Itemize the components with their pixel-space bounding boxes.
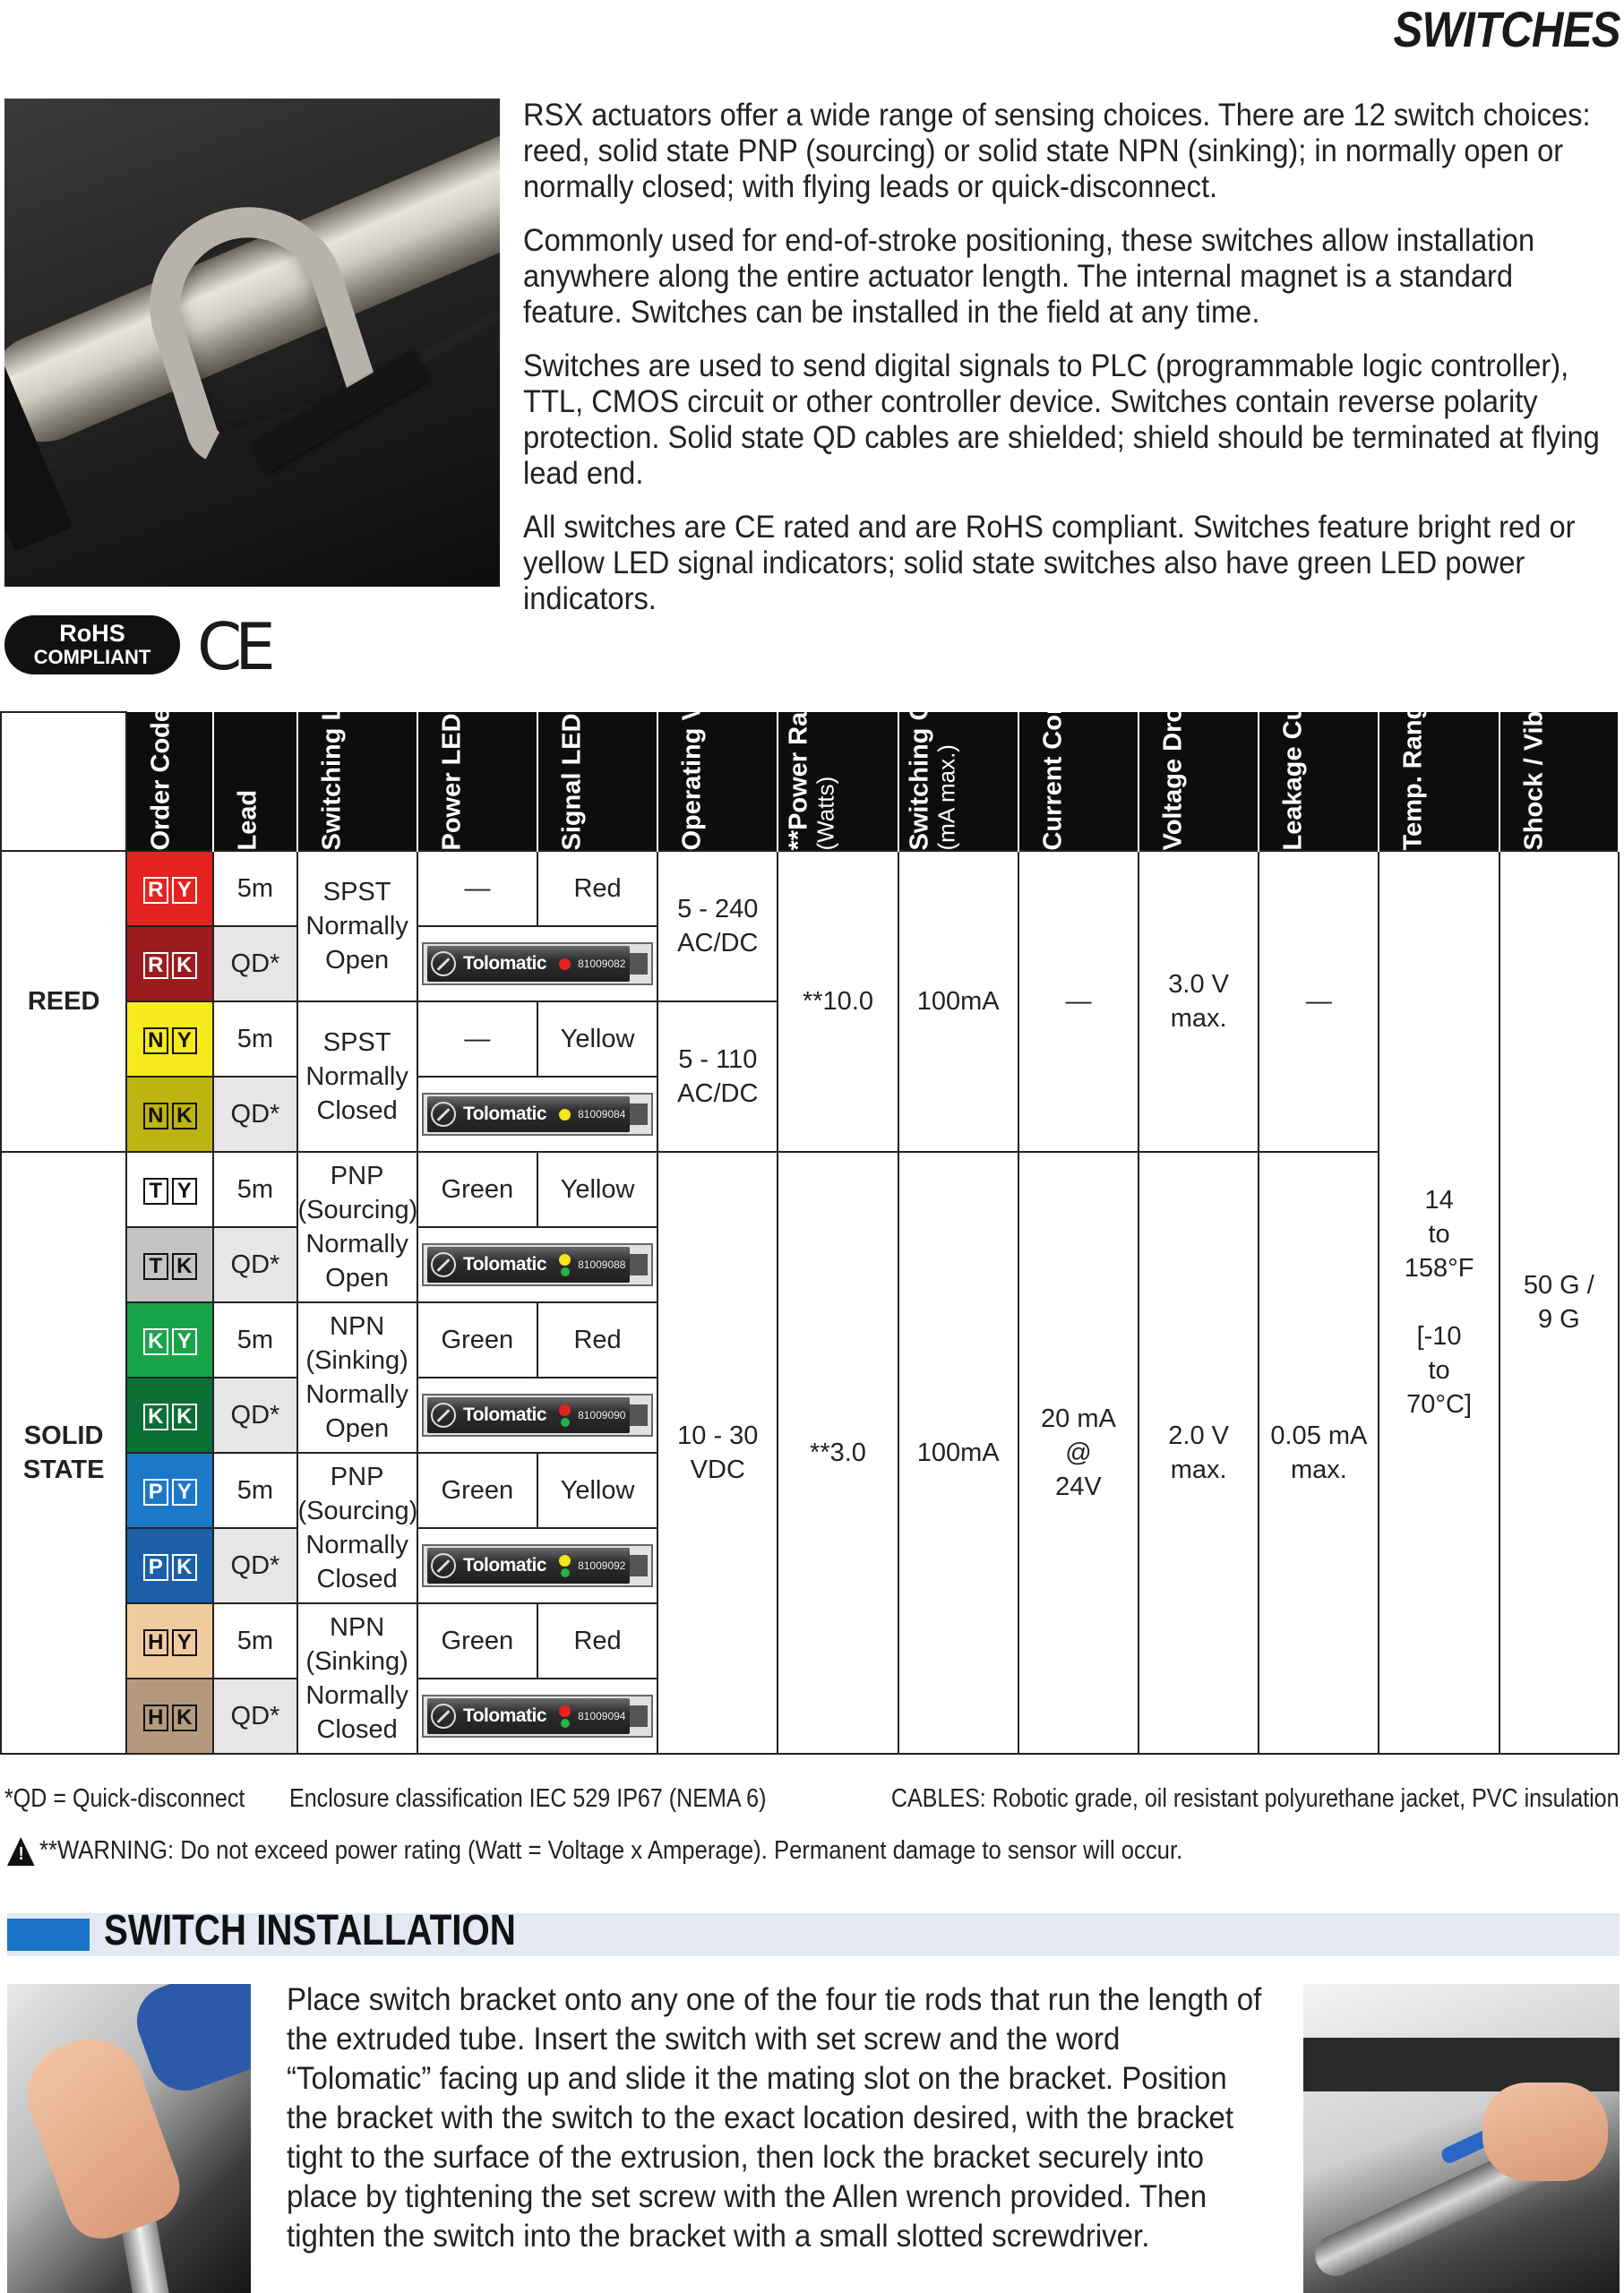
group-solid-state: SOLID STATE	[1, 1152, 126, 1754]
signal-led-icon	[559, 1404, 571, 1416]
order-code-letter: Y	[172, 1027, 197, 1054]
power-led-green: Green	[417, 1302, 537, 1378]
warning-text: **WARNING: Do not exceed power rating (Watt = Voltage x Amperage). Permanent damage to sensor will occur.	[39, 1836, 1183, 1865]
set-screw-icon	[431, 1102, 456, 1127]
solid-voltage-drop: 2.0 V max.	[1139, 1152, 1259, 1754]
sensor-brand: Tolomatic	[462, 1404, 547, 1425]
order-code-letter: T	[143, 1253, 168, 1280]
order-code-ky	[126, 1302, 213, 1378]
set-screw-icon	[431, 951, 456, 976]
order-code-tk	[126, 1227, 213, 1302]
logic-npn-nc: NPN (Sinking) Normally Closed	[297, 1603, 417, 1754]
power-led-green: Green	[417, 1152, 537, 1227]
lead-qd: QD*	[213, 1378, 296, 1453]
sensor-part-number: 81009082	[578, 958, 626, 970]
sensor-brand: Tolomatic	[462, 953, 547, 974]
lead-5m: 5m	[213, 1001, 296, 1077]
compliant-label: COMPLIANT	[33, 646, 151, 668]
order-code-letter: K	[172, 1554, 197, 1581]
cables-note: CABLES: Robotic grade, oil resistant polyurethane jacket, PVC insulation	[891, 1784, 1620, 1813]
page-title: SWITCHES	[1393, 1, 1620, 57]
sensor-image-tk	[417, 1227, 657, 1302]
signal-led-yellow: Yellow	[537, 1453, 657, 1528]
order-code-nk	[126, 1077, 213, 1152]
order-code-ny	[126, 1001, 213, 1077]
logic-npn-no: NPN (Sinking) Normally Open	[297, 1302, 417, 1453]
sensor-brand: Tolomatic	[462, 1104, 547, 1124]
logic-pnp-no: PNP (Sourcing) Normally Open	[297, 1152, 417, 1302]
power-led-green: Green	[417, 1453, 537, 1528]
actuator-switch-photo	[4, 99, 500, 587]
order-code-letter: P	[143, 1479, 168, 1506]
reed-power-rating: **10.0	[778, 851, 898, 1152]
order-code-letter: Y	[172, 1629, 197, 1656]
lead-qd: QD*	[213, 1227, 296, 1302]
sensor-graphic	[422, 1394, 653, 1437]
order-code-letter: H	[143, 1629, 168, 1656]
sensor-part-number: 81009084	[578, 1108, 626, 1121]
sensor-part-number: 81009092	[578, 1559, 626, 1572]
header-power-rating: **Power Rating (Watts)	[778, 712, 898, 851]
header-switching-current: Switching Current (mA max.)	[898, 712, 1018, 851]
signal-led-yellow: Yellow	[537, 1152, 657, 1227]
order-code-letter: K	[143, 1404, 168, 1430]
header-leakage-current: Leakage Current	[1259, 712, 1379, 851]
order-code-letter: K	[172, 1253, 197, 1280]
set-screw-icon	[431, 1553, 456, 1578]
lead-5m: 5m	[213, 1152, 296, 1227]
warning-icon: !	[7, 1837, 35, 1866]
power-led-icon	[561, 1568, 570, 1577]
rohs-label: RoHS	[59, 620, 125, 647]
sensor-part-number: 81009090	[578, 1409, 626, 1421]
order-code-letter: R	[143, 952, 168, 979]
intro-paragraph: Switches are used to send digital signals to PLC (programmable logic controller), TTL, CMOS circuit or other controller device. Switches contain reverse polarity protection. Solid state QD cables are shielded; shield should be terminated at flying lead end.	[523, 348, 1600, 491]
rohs-badge	[4, 615, 180, 674]
logic-spst-no: SPST Normally Open	[297, 851, 417, 1001]
lead-5m: 5m	[213, 1603, 296, 1679]
sensor-image-pk	[417, 1528, 657, 1603]
order-code-hy	[126, 1603, 213, 1679]
sensor-image-kk	[417, 1378, 657, 1453]
signal-led-red: Red	[537, 1603, 657, 1679]
signal-led-icon	[559, 1109, 571, 1121]
enclosure-note: Enclosure classification IEC 529 IP67 (NEMA 6)	[289, 1784, 767, 1813]
order-code-hk	[126, 1679, 213, 1754]
header-voltage-drop: Voltage Drop	[1139, 712, 1259, 851]
signal-led-icon	[559, 1254, 571, 1266]
header-lead: Lead	[213, 712, 296, 851]
order-code-py	[126, 1453, 213, 1528]
set-screw-icon	[431, 1252, 456, 1277]
header-shock-vibration: Shock / Vibration	[1499, 712, 1619, 851]
header-current-consumption: Current Consumption	[1018, 712, 1139, 851]
order-code-rk	[126, 926, 213, 1001]
intro-text	[523, 97, 1620, 634]
sensor-graphic	[422, 1695, 653, 1738]
header-blank	[1, 712, 126, 851]
order-code-letter: P	[143, 1554, 168, 1581]
power-led-none: —	[417, 851, 537, 926]
header-signal-led: Signal LED	[537, 712, 657, 851]
power-led-green: Green	[417, 1603, 537, 1679]
order-code-letter: H	[143, 1705, 168, 1731]
order-code-ty	[126, 1152, 213, 1227]
signal-led-yellow: Yellow	[537, 1001, 657, 1077]
intro-paragraph: All switches are CE rated and are RoHS compliant. Switches feature bright red or yellow LED signal indicators; solid state switches also have green LED power indicators.	[523, 509, 1576, 616]
sensor-graphic	[422, 1093, 653, 1136]
order-code-letter: T	[143, 1178, 168, 1205]
order-code-letter: K	[172, 1103, 197, 1129]
order-code-letter: K	[172, 1404, 197, 1430]
sensor-graphic	[422, 1243, 653, 1286]
order-code-pk	[126, 1528, 213, 1603]
order-code-kk	[126, 1378, 213, 1453]
reed-voltage-no: 5 - 240 AC/DC	[657, 851, 778, 1001]
header-operating-voltage: Operating Voltage	[657, 712, 778, 851]
lead-5m: 5m	[213, 851, 296, 926]
solid-switching-current: 100mA	[898, 1152, 1018, 1754]
order-code-letter: K	[172, 1705, 197, 1731]
solid-power-rating: **3.0	[778, 1152, 898, 1754]
reed-leakage: —	[1259, 851, 1379, 1152]
intro-paragraph: Commonly used for end-of-stroke positioning, these switches allow installation anywhere along the entire actuator length. The internal magnet is a standard feature. Switches can be installed in the field at any time.	[523, 222, 1535, 330]
intro-paragraph: RSX actuators offer a wide range of sensing choices. There are 12 switch choices: reed, solid state PNP (sourcing) or solid state NPN (sinking); in normally open or normally closed; with flying leads or quick-disconnect.	[523, 97, 1591, 204]
header-switching-logic: Switching Logic	[297, 712, 417, 851]
order-code-letter: Y	[172, 1328, 197, 1355]
sensor-part-number: 81009094	[578, 1710, 626, 1722]
sensor-image-rk	[417, 926, 657, 1001]
solid-voltage: 10 - 30 VDC	[657, 1152, 778, 1754]
signal-led-red: Red	[537, 851, 657, 926]
sensor-graphic	[422, 942, 653, 985]
signal-led-icon	[559, 958, 571, 970]
power-led-none: —	[417, 1001, 537, 1077]
reed-switching-current: 100mA	[898, 851, 1018, 1152]
sensor-image-nk	[417, 1077, 657, 1152]
qd-note: *QD = Quick-disconnect	[4, 1784, 245, 1813]
order-code-letter: K	[143, 1328, 168, 1355]
bracket-install-photo	[7, 1984, 251, 2293]
lead-5m: 5m	[213, 1302, 296, 1378]
shock-vibration: 50 G / 9 G	[1499, 851, 1619, 1754]
header-power-led: Power LED	[417, 712, 537, 851]
order-code-letter: N	[143, 1103, 168, 1129]
solid-leakage: 0.05 mA max.	[1259, 1152, 1379, 1754]
order-code-letter: N	[143, 1027, 168, 1054]
reed-voltage-nc: 5 - 110 AC/DC	[657, 1001, 778, 1152]
sensor-brand: Tolomatic	[462, 1254, 547, 1275]
lead-qd: QD*	[213, 1528, 296, 1603]
lead-5m: 5m	[213, 1453, 296, 1528]
signal-led-red: Red	[537, 1302, 657, 1378]
lead-qd: QD*	[213, 926, 296, 1001]
header-order-code: Order Code	[126, 712, 213, 851]
group-reed: REED	[1, 851, 126, 1152]
reed-voltage-drop: 3.0 V max.	[1139, 851, 1259, 1152]
set-screw-icon	[431, 1704, 456, 1729]
header-temp-range: Temp. Range	[1379, 712, 1499, 851]
sensor-part-number: 81009088	[578, 1258, 626, 1271]
table-row	[1, 1152, 1619, 1227]
reed-consumption: —	[1018, 851, 1139, 1152]
order-code-letter: R	[143, 877, 168, 904]
order-code-letter: K	[172, 952, 197, 979]
sensor-brand: Tolomatic	[462, 1705, 547, 1726]
sensor-image-hk	[417, 1679, 657, 1754]
table-row	[1, 851, 1619, 926]
order-code-letter: Y	[172, 1178, 197, 1205]
temp-range: 14 to 158°F [-10 to 70°C]	[1379, 851, 1499, 1754]
solid-consumption: 20 mA @ 24V	[1018, 1152, 1139, 1754]
set-screw-icon	[431, 1403, 456, 1428]
ce-mark: CE	[197, 609, 269, 684]
screwdriver-install-photo	[1303, 1984, 1620, 2293]
power-led-icon	[561, 1267, 570, 1276]
logic-spst-nc: SPST Normally Closed	[297, 1001, 417, 1152]
install-instructions: Place switch bracket onto any one of the four tie rods that run the length of the extruded tube. Insert the switch with set screw and the word “Tolomatic” facing up and slide it the mating slot on the bracket. Position the bracket with the switch to the exact location desired, with the bracket tight to the surface of the extrusion, then lock the bracket securely into place by tightening the set screw with the Allen wrench provided. Then tighten the switch into the bracket with a small slotted screwdriver.	[287, 1981, 1262, 2254]
sensor-graphic	[422, 1544, 653, 1587]
order-code-letter: Y	[172, 1479, 197, 1506]
install-section-title: SWITCH INSTALLATION	[104, 1907, 516, 1954]
order-code-letter: Y	[172, 877, 197, 904]
lead-qd: QD*	[213, 1679, 296, 1754]
sensor-brand: Tolomatic	[462, 1555, 547, 1576]
order-code-ry	[126, 851, 213, 926]
power-led-icon	[561, 1719, 570, 1728]
power-warning	[7, 1836, 1182, 1866]
power-led-icon	[561, 1418, 570, 1427]
lead-qd: QD*	[213, 1077, 296, 1152]
logic-pnp-nc: PNP (Sourcing) Normally Closed	[297, 1453, 417, 1603]
signal-led-icon	[559, 1555, 571, 1567]
signal-led-icon	[559, 1705, 571, 1717]
